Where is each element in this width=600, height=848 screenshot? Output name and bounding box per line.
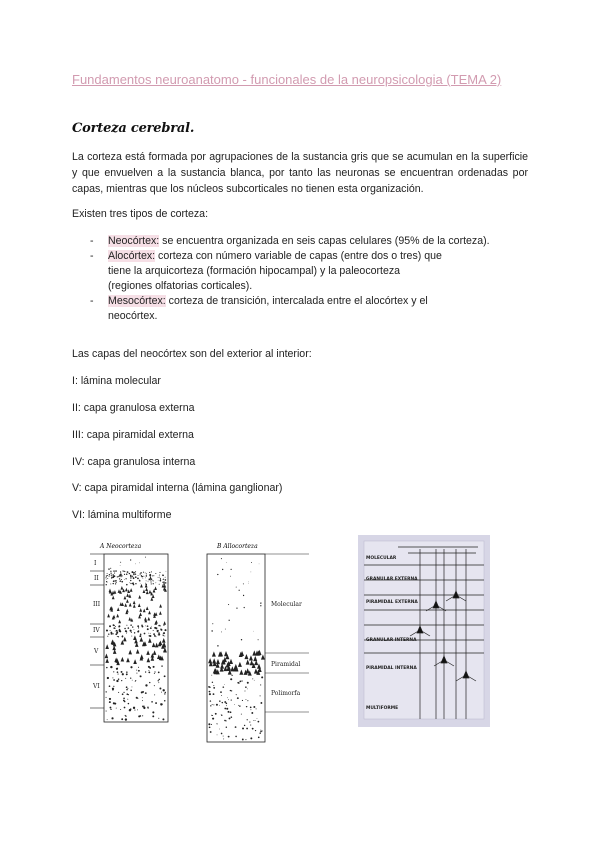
intro-paragraph: La corteza está formada por agrupaciones de la sustancia gris que se acumulan en la superficie y que envuelven a la sustancia blanca, por tanto las neuronas se encuentran ordenadas por capas, mientras que los núcleos subcorticales no tienen esta organización.	[72, 151, 528, 195]
document-title: Fundamentos neuroanatomo - funcionales de la neuropsicologia (TEMA 2)	[72, 72, 502, 87]
figure-label: A Neocorteza	[100, 543, 142, 550]
allocortex-diagram	[205, 540, 311, 745]
layer-item: VI: lámina multiforme	[72, 509, 172, 521]
list-item	[90, 294, 530, 324]
row-label: IV	[93, 627, 100, 634]
row-label: III	[93, 601, 101, 608]
layer-item: I: lámina molecular	[72, 375, 161, 387]
bullet-dash: -	[90, 295, 94, 307]
layer-label: PIRAMIDAL EXTERNA	[366, 600, 418, 605]
figure-neocorteza	[90, 540, 172, 725]
term-neocortex: Neocórtex:	[108, 235, 160, 247]
figure-label: B Allocorteza	[217, 543, 258, 550]
cortex-layers-diagram	[358, 535, 490, 727]
types-intro: Existen tres tipos de corteza:	[72, 208, 209, 220]
layer-label: PIRAMIDAL INTERNA	[366, 666, 417, 671]
term-alocortex: Alocórtex:	[108, 250, 156, 262]
bullet-dash: -	[90, 250, 94, 262]
figure-allocorteza	[205, 540, 311, 745]
item-text-cont: tiene la arquicorteza (formación hipocampal) y la paleocorteza	[108, 265, 401, 277]
layer-label: GRANULAR EXTERNA	[366, 577, 418, 582]
layer-label: GRANULAR INTERNA	[366, 638, 417, 643]
layer-item: IV: capa granulosa interna	[72, 456, 196, 468]
list-item	[90, 249, 530, 294]
zone-label: Molecular	[271, 601, 302, 608]
row-label: VI	[93, 683, 100, 690]
item-text-cont: neocórtex.	[108, 310, 158, 322]
zone-label: Piramidal	[271, 661, 301, 668]
neocortex-diagram	[90, 540, 172, 725]
item-text: se encuentra organizada en seis capas celulares (95% de la corteza).	[159, 235, 490, 247]
figure-cortex-layers	[358, 535, 490, 727]
list-item	[90, 234, 530, 249]
cortex-types-list	[90, 234, 530, 324]
bullet-dash: -	[90, 235, 94, 247]
layer-item: III: capa piramidal externa	[72, 429, 194, 441]
item-text: corteza con número variable de capas (entre dos o tres) que	[155, 250, 442, 262]
zone-label: Polimorfa	[271, 690, 301, 697]
layer-item: II: capa granulosa externa	[72, 402, 195, 414]
row-label: II	[94, 575, 99, 582]
term-mesocortex: Mesocórtex:	[108, 295, 166, 307]
item-text-cont: (regiones olfatorias corticales).	[108, 280, 253, 292]
layer-label: MULTIFORME	[366, 706, 399, 711]
layers-intro: Las capas del neocórtex son del exterior al interior:	[72, 348, 312, 360]
row-label: V	[94, 648, 99, 655]
row-label: I	[94, 560, 97, 567]
section-heading: Corteza cerebral.	[72, 121, 195, 136]
layer-item: V: capa piramidal interna (lámina ganglionar)	[72, 482, 283, 494]
layer-label: MOLECULAR	[366, 556, 397, 561]
item-text: corteza de transición, intercalada entre el alocórtex y el	[165, 295, 428, 307]
